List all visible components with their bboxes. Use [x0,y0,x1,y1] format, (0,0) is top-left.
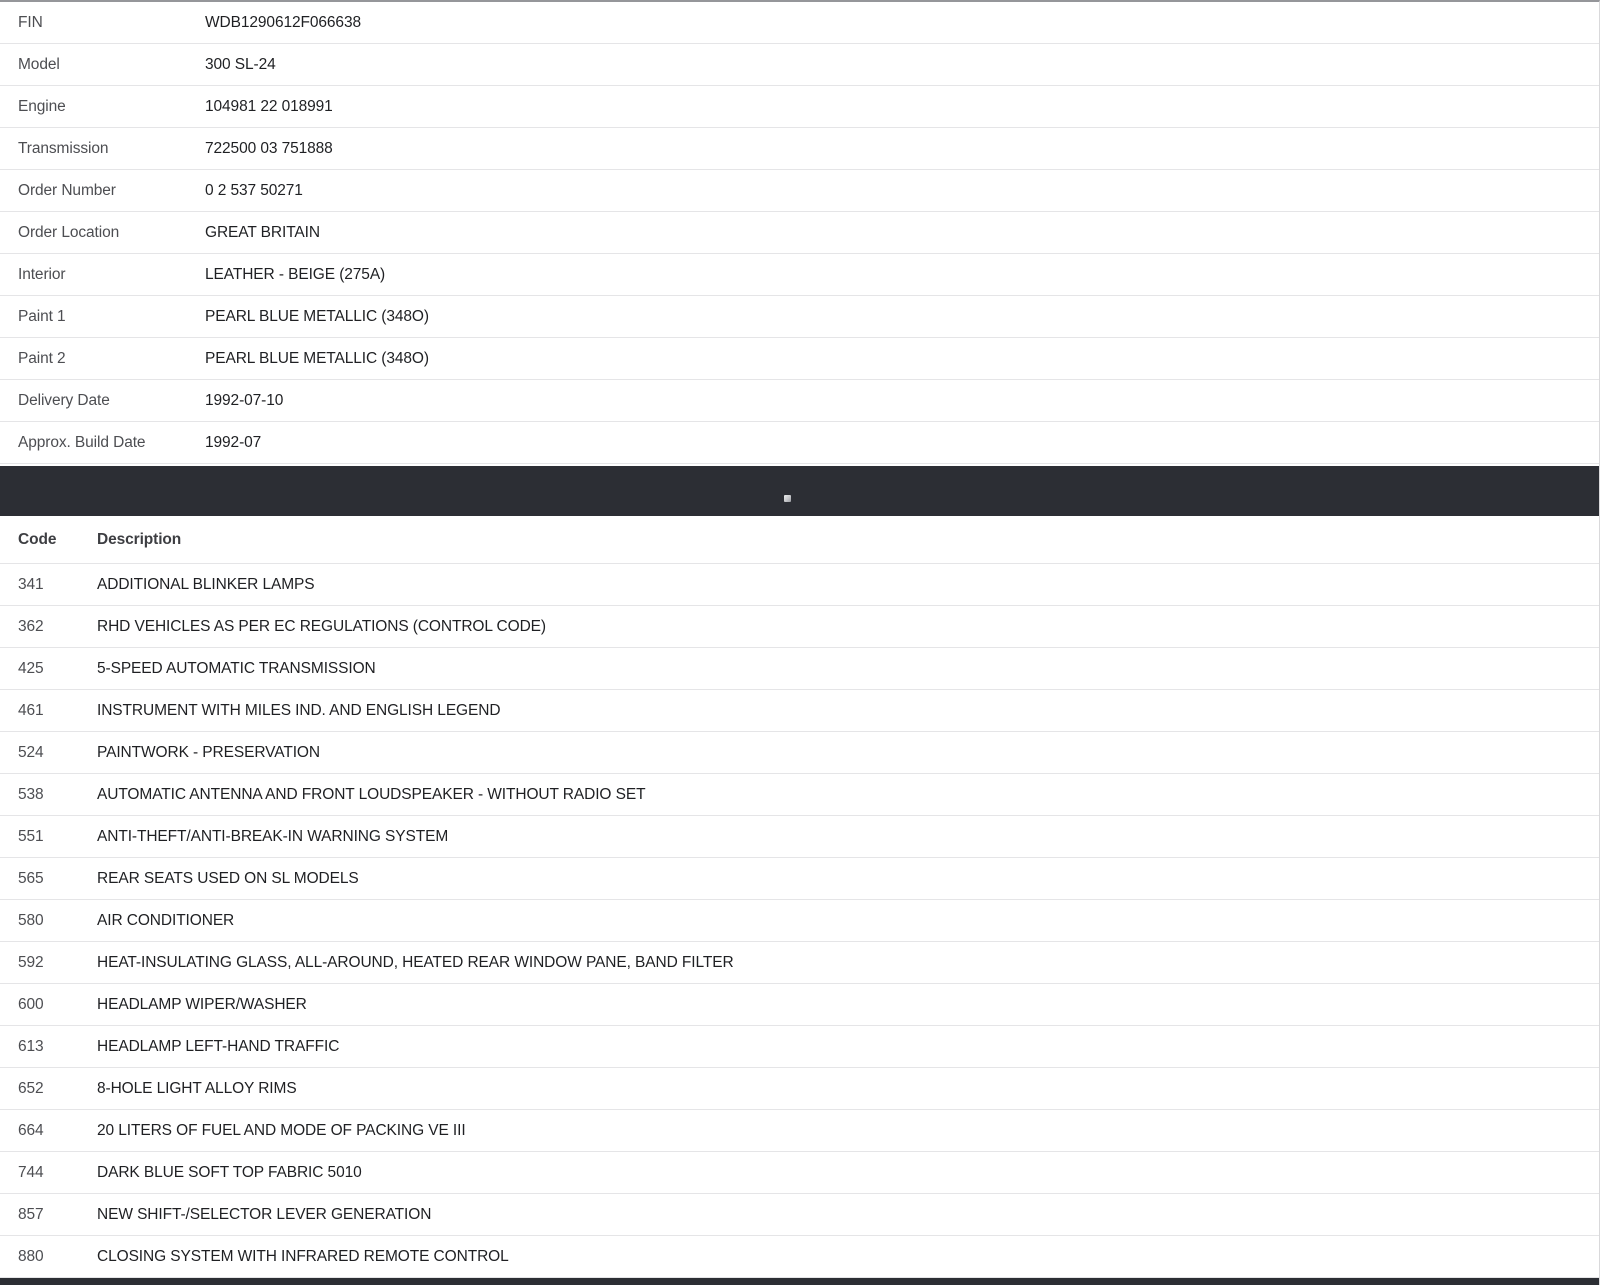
option-description: AIR CONDITIONER [97,911,235,929]
vehicle-info-label: Interior [18,265,66,283]
vehicle-info-row [0,2,1599,44]
option-code: 524 [18,743,44,761]
vehicle-info-label: Model [18,55,60,73]
vehicle-info-row [0,86,1599,128]
vehicle-info-row [0,338,1599,380]
option-description: AUTOMATIC ANTENNA AND FRONT LOUDSPEAKER - WITHOUT RADIO SET [97,785,646,803]
vehicle-info-row [0,380,1599,422]
option-row [0,732,1599,774]
option-rows-container [0,564,1599,1278]
option-description: REAR SEATS USED ON SL MODELS [97,869,359,887]
vehicle-info-label: Order Number [18,181,116,199]
vehicle-info-value: GREAT BRITAIN [205,223,320,241]
vehicle-info-row [0,296,1599,338]
option-code: 652 [18,1079,44,1097]
vehicle-info-row [0,44,1599,86]
option-code: 613 [18,1037,44,1055]
vehicle-info-value: PEARL BLUE METALLIC (348O) [205,349,429,367]
vehicle-info-row [0,128,1599,170]
option-description: PAINTWORK - PRESERVATION [97,743,320,761]
option-code: 341 [18,575,44,593]
option-table-header-row [0,516,1599,564]
option-row [0,774,1599,816]
option-description: 5-SPEED AUTOMATIC TRANSMISSION [97,659,376,677]
option-code: 538 [18,785,44,803]
option-row [0,648,1599,690]
option-code: 425 [18,659,44,677]
vehicle-info-value: 104981 22 018991 [205,97,333,115]
vehicle-info-label: Transmission [18,139,109,157]
option-code: 857 [18,1205,44,1223]
vehicle-info-label: Order Location [18,223,120,241]
option-code: 600 [18,995,44,1013]
option-description: HEADLAMP LEFT-HAND TRAFFIC [97,1037,340,1055]
vehicle-info-value: WDB1290612F066638 [205,13,361,31]
option-description: INSTRUMENT WITH MILES IND. AND ENGLISH LEGEND [97,701,501,719]
bottom-section-banner [0,1278,1599,1285]
vehicle-info-value: PEARL BLUE METALLIC (348O) [205,307,429,325]
option-row [0,1194,1599,1236]
option-code: 461 [18,701,44,719]
option-row [0,690,1599,732]
option-row [0,1068,1599,1110]
option-description: NEW SHIFT-/SELECTOR LEVER GENERATION [97,1205,432,1223]
option-row [0,564,1599,606]
option-row [0,942,1599,984]
option-description: ANTI-THEFT/ANTI-BREAK-IN WARNING SYSTEM [97,827,449,845]
option-code: 592 [18,953,44,971]
option-code: 880 [18,1247,44,1265]
option-row [0,1110,1599,1152]
vehicle-info-value: 1992-07-10 [205,391,284,409]
vehicle-info-label: Engine [18,97,66,115]
option-row [0,1026,1599,1068]
vehicle-info-label: Paint 2 [18,349,66,367]
option-row [0,606,1599,648]
vehicle-info-row [0,212,1599,254]
description-column-header: Description [97,530,182,548]
code-column-header: Code [18,530,57,548]
broken-image-icon [784,495,791,502]
option-description: HEADLAMP WIPER/WASHER [97,995,307,1013]
vehicle-info-label: Approx. Build Date [18,433,146,451]
option-code: 362 [18,617,44,635]
option-code: 565 [18,869,44,887]
option-description: 8-HOLE LIGHT ALLOY RIMS [97,1079,297,1097]
vehicle-info-value: 0 2 537 50271 [205,181,303,199]
option-description: DARK BLUE SOFT TOP FABRIC 5010 [97,1163,362,1181]
vehicle-info-label: Paint 1 [18,307,66,325]
vehicle-info-row [0,170,1599,212]
option-row [0,816,1599,858]
option-description: HEAT-INSULATING GLASS, ALL-AROUND, HEATED REAR WINDOW PANE, BAND FILTER [97,953,734,971]
vehicle-info-row [0,422,1599,464]
option-description: RHD VEHICLES AS PER EC REGULATIONS (CONTROL CODE) [97,617,546,635]
section-banner [0,466,1599,516]
vehicle-info-value: LEATHER - BEIGE (275A) [205,265,386,283]
vehicle-info-value: 300 SL-24 [205,55,276,73]
vehicle-info-value: 1992-07 [205,433,262,451]
option-row [0,858,1599,900]
option-row [0,984,1599,1026]
option-code: 551 [18,827,44,845]
option-description: CLOSING SYSTEM WITH INFRARED REMOTE CONTROL [97,1247,509,1265]
option-row [0,900,1599,942]
option-description: 20 LITERS OF FUEL AND MODE OF PACKING VE III [97,1121,466,1139]
vehicle-info-value: 722500 03 751888 [205,139,333,157]
option-code: 664 [18,1121,44,1139]
vehicle-info-table [0,2,1599,464]
option-codes-table [0,516,1599,1278]
option-description: ADDITIONAL BLINKER LAMPS [97,575,315,593]
option-row [0,1152,1599,1194]
option-code: 580 [18,911,44,929]
option-row [0,1236,1599,1278]
vehicle-info-row [0,254,1599,296]
option-code: 744 [18,1163,44,1181]
vehicle-info-label: Delivery Date [18,391,110,409]
vehicle-info-label: FIN [18,13,43,31]
